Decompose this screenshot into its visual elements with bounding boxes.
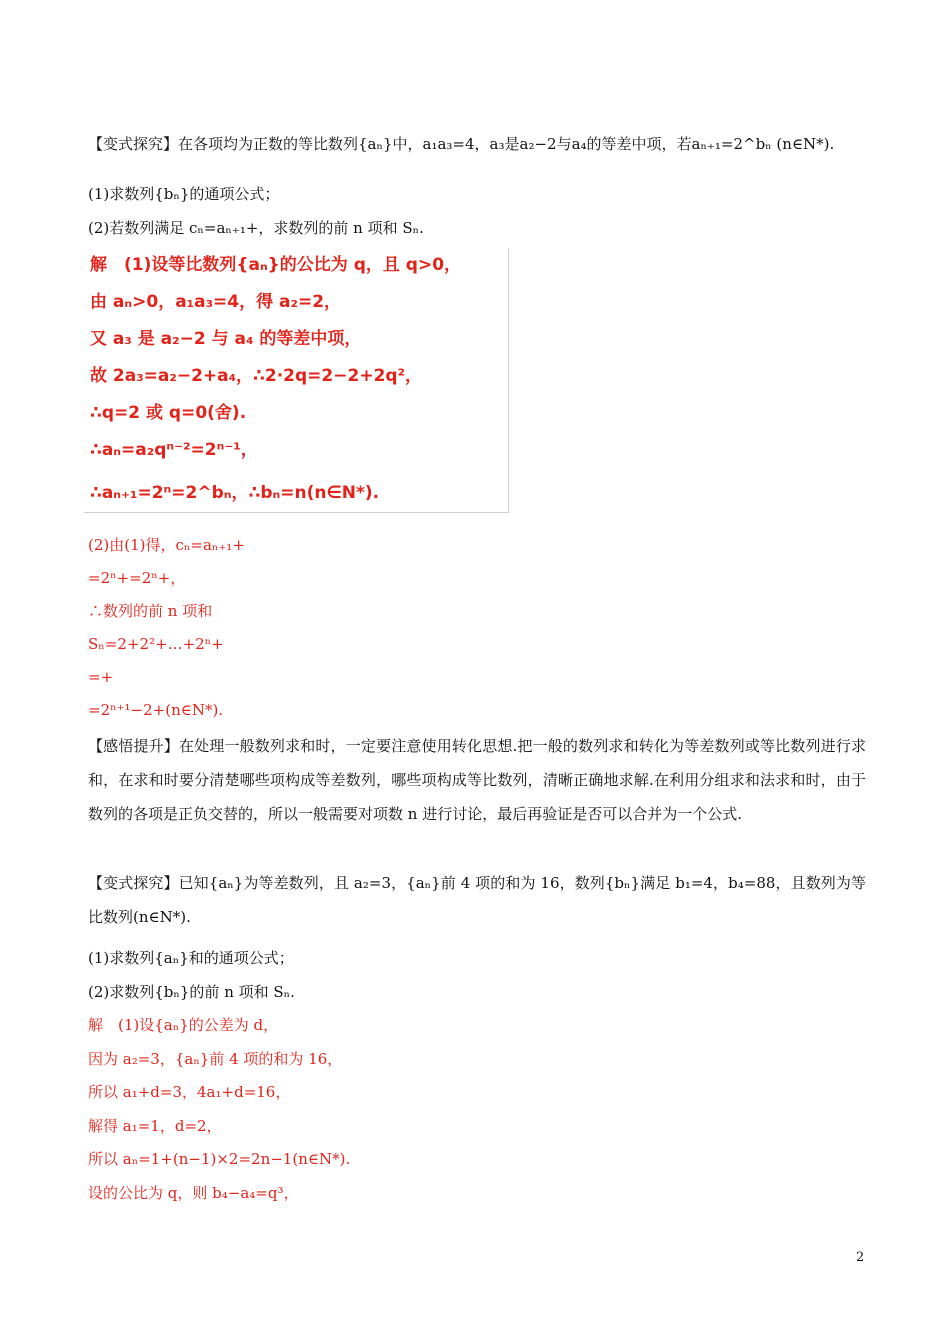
problem2-intro: 【变式探究】已知{aₙ}为等差数列，且 a₂=3，{aₙ}前 4 项的和为 16，数列{bₙ}满足 b₁=4，b₄=88，且数列为等比数列(n∈N*). bbox=[88, 874, 866, 926]
solution1-part2-line-4: Sₙ=2+2²+…+2ⁿ+ bbox=[88, 635, 224, 653]
problem1-q2: (2)若数列满足 cₙ=aₙ₊₁+，求数列的前 n 项和 Sₙ. bbox=[88, 219, 424, 237]
solution1-part2-line-3: ∴数列的前 n 项和 bbox=[88, 602, 213, 620]
solution1-part2-line-6: =2ⁿ⁺¹−2+(n∈N*). bbox=[88, 701, 224, 719]
solution2-line-3: 所以 a₁+d=3，4a₁+d=16， bbox=[88, 1083, 291, 1101]
solution2-line-5: 所以 aₙ=1+(n−1)×2=2n−1(n∈N*). bbox=[88, 1150, 351, 1168]
solution1-line-2: 由 aₙ>0，a₁a₃=4，得 a₂=2， bbox=[90, 292, 342, 312]
solution1-line-6: ∴aₙ=a₂qⁿ⁻²=2ⁿ⁻¹， bbox=[90, 440, 258, 460]
solution2-line-6: 设的公比为 q，则 b₄−a₄=q³， bbox=[88, 1184, 299, 1202]
problem2-q2: (2)求数列{bₙ}的前 n 项和 Sₙ. bbox=[88, 983, 295, 1001]
solution1-line-1: 解 (1)设等比数列{aₙ}的公比为 q，且 q>0， bbox=[90, 255, 462, 275]
solution2-line-1: 解 (1)设{aₙ}的公差为 d， bbox=[88, 1016, 279, 1034]
insight-paragraph: 【感悟提升】在处理一般数列求和时，一定要注意使用转化思想.把一般的数列求和转化为等差数列或等比数列进行求和，在求和时要分清楚哪些项构成等差数列，哪些项构成等比数列，清晰正确地求解.在利用分组求和法求和时，由于数列的各项是正负交替的，所以一般需要对项数 n 进行讨论，最后再验证是否可以合并为一个公式. bbox=[88, 737, 866, 823]
solution1-line-3: 又 a₃ 是 a₂−2 与 a₄ 的等差中项， bbox=[90, 329, 362, 349]
solution2-line-4: 解得 a₁=1，d=2， bbox=[88, 1117, 222, 1135]
solution2-line-2: 因为 a₂=3，{aₙ}前 4 项的和为 16， bbox=[88, 1050, 343, 1068]
problem1-q1: (1)求数列{bₙ}的通项公式； bbox=[88, 185, 280, 203]
solution1-line-7: ∴aₙ₊₁=2ⁿ=2^bₙ，∴bₙ=n(n∈N*). bbox=[90, 483, 380, 503]
solution1-part2-line-2: =2ⁿ+=2ⁿ+， bbox=[88, 569, 186, 587]
solution1-part2-line-5: =+ bbox=[88, 668, 114, 686]
problem2-q1: (1)求数列{aₙ}和的通项公式； bbox=[88, 949, 294, 967]
page-number: 2 bbox=[856, 1250, 865, 1265]
solution1-box bbox=[84, 248, 509, 513]
problem1-intro: 【变式探究】在各项均为正数的等比数列{aₙ}中，a₁a₃=4，a₃是a₂−2与a₄的等差中项，若aₙ₊₁=2^bₙ (n∈N*). bbox=[88, 135, 835, 153]
solution1-line-5: ∴q=2 或 q=0(舍). bbox=[90, 403, 247, 423]
solution1-part2-line-1: (2)由(1)得，cₙ=aₙ₊₁+ bbox=[88, 536, 245, 554]
solution1-line-4: 故 2a₃=a₂−2+a₄，∴2·2q=2−2+2q²， bbox=[90, 366, 423, 386]
